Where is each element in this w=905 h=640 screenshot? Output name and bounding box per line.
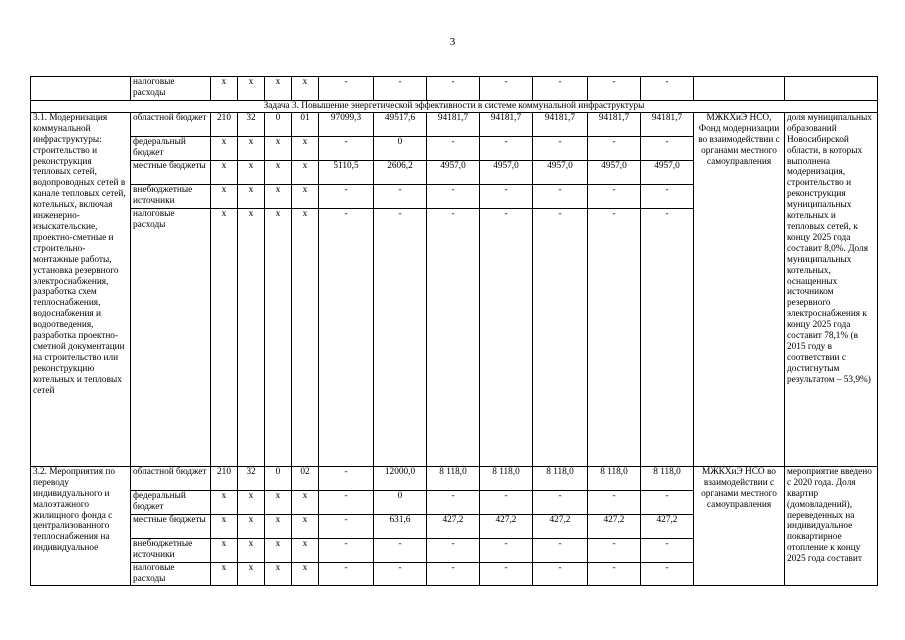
code-cell: 32 xyxy=(238,112,265,136)
value-cell: 4957,0 xyxy=(427,160,480,184)
value-cell: 94181,7 xyxy=(588,112,641,136)
source-cell: местные бюджеты xyxy=(131,160,211,184)
value-cell: - xyxy=(533,136,588,160)
code-cell: x xyxy=(238,490,265,514)
task-heading: Задача 3. Повышение энергетической эффективности в системе коммунальной инфраструктуры xyxy=(31,101,878,113)
value-cell: 94181,7 xyxy=(533,112,588,136)
value-cell: 94181,7 xyxy=(480,112,533,136)
value-cell: - xyxy=(641,77,694,101)
value-cell: - xyxy=(319,77,374,101)
source-cell: областной бюджет xyxy=(131,466,211,490)
source-cell: областной бюджет xyxy=(131,112,211,136)
value-cell: - xyxy=(480,538,533,562)
value-cell: - xyxy=(588,184,641,208)
value-cell: - xyxy=(533,208,588,466)
code-cell: x xyxy=(211,208,238,466)
value-cell: - xyxy=(374,562,427,585)
value-cell: - xyxy=(480,77,533,101)
code-cell: x xyxy=(238,184,265,208)
value-cell: 97099,3 xyxy=(319,112,374,136)
value-cell: - xyxy=(427,208,480,466)
value-cell: 12000,0 xyxy=(374,466,427,490)
value-cell: 0 xyxy=(374,490,427,514)
value-cell: - xyxy=(533,77,588,101)
measure-name: 3.1. Модернизация коммунальной инфраструктуры: строительство и реконструкция тепловых сетей, водопроводных сетей в канале тепловых сетей, котельных, включая инженерно-изыскательские, проектно-сметные и строительно-монтажные работы, установка резервного электроснабжения, разработка схем теплоснабжения, водоснабжения и водоотведения, разработка проектно-сметной документации на строительство или реконструкцию котельных и тепловых сетей xyxy=(31,112,131,466)
value-cell: 427,2 xyxy=(588,514,641,538)
code-cell: x xyxy=(265,160,292,184)
code-cell: x xyxy=(238,538,265,562)
value-cell: - xyxy=(588,77,641,101)
value-cell: 427,2 xyxy=(641,514,694,538)
value-cell: - xyxy=(641,136,694,160)
value-cell: - xyxy=(588,562,641,585)
value-cell: - xyxy=(480,184,533,208)
code-cell: x xyxy=(265,490,292,514)
value-cell: - xyxy=(319,490,374,514)
value-cell: 4957,0 xyxy=(641,160,694,184)
value-cell: 8 118,0 xyxy=(588,466,641,490)
code-cell: 0 xyxy=(265,466,292,490)
code-cell: x xyxy=(211,184,238,208)
value-cell: - xyxy=(374,538,427,562)
value-cell: 2606,2 xyxy=(374,160,427,184)
value-cell: - xyxy=(641,490,694,514)
code-cell: x xyxy=(238,77,265,101)
value-cell: - xyxy=(641,208,694,466)
source-cell: налоговые расходы xyxy=(131,77,211,101)
code-cell: 02 xyxy=(292,466,319,490)
value-cell: 8 118,0 xyxy=(533,466,588,490)
empty-cell xyxy=(31,77,131,101)
code-cell: x xyxy=(211,136,238,160)
program-table xyxy=(30,76,878,586)
value-cell: - xyxy=(427,490,480,514)
value-cell: - xyxy=(427,136,480,160)
value-cell: - xyxy=(533,538,588,562)
value-cell: - xyxy=(319,136,374,160)
page-number: 3 xyxy=(449,36,456,48)
code-cell: x xyxy=(265,514,292,538)
source-cell: федеральный бюджет xyxy=(131,136,211,160)
value-cell: - xyxy=(588,208,641,466)
value-cell: 4957,0 xyxy=(533,160,588,184)
value-cell: 0 xyxy=(374,136,427,160)
value-cell: 5110,5 xyxy=(319,160,374,184)
value-cell: 94181,7 xyxy=(427,112,480,136)
code-cell: x xyxy=(292,77,319,101)
value-cell: - xyxy=(533,562,588,585)
source-cell: федеральный бюджет xyxy=(131,490,211,514)
value-cell: 94181,7 xyxy=(641,112,694,136)
code-cell: x xyxy=(265,184,292,208)
code-cell: x xyxy=(211,538,238,562)
value-cell: - xyxy=(533,184,588,208)
code-cell: x xyxy=(292,136,319,160)
value-cell: - xyxy=(427,77,480,101)
value-cell: - xyxy=(533,490,588,514)
code-cell: x xyxy=(292,490,319,514)
code-cell: 210 xyxy=(211,466,238,490)
source-cell: налоговые расходы xyxy=(131,208,211,466)
code-cell: 01 xyxy=(292,112,319,136)
table-row xyxy=(31,77,878,101)
value-cell: 427,2 xyxy=(427,514,480,538)
code-cell: 210 xyxy=(211,112,238,136)
value-cell: 4957,0 xyxy=(588,160,641,184)
code-cell: x xyxy=(292,160,319,184)
value-cell: - xyxy=(588,490,641,514)
value-cell: - xyxy=(641,538,694,562)
source-cell: местные бюджеты xyxy=(131,514,211,538)
empty-cell xyxy=(785,77,878,101)
executor-cell: МЖКХиЭ НСО во взаимодействии с органами местного самоуправления xyxy=(694,466,785,585)
value-cell: - xyxy=(319,514,374,538)
value-cell: - xyxy=(319,562,374,585)
code-cell: x xyxy=(265,136,292,160)
value-cell: - xyxy=(374,208,427,466)
code-cell: x xyxy=(292,208,319,466)
value-cell: 8 118,0 xyxy=(480,466,533,490)
code-cell: x xyxy=(292,538,319,562)
value-cell: - xyxy=(319,184,374,208)
value-cell: 631,6 xyxy=(374,514,427,538)
value-cell: 8 118,0 xyxy=(427,466,480,490)
result-cell: мероприятие введено с 2020 года. Доля квартир (домовладений), переведенных на индивидуальное поквартирное отопление к концу 2025 года составит xyxy=(785,466,878,585)
value-cell: 427,2 xyxy=(480,514,533,538)
value-cell: - xyxy=(319,466,374,490)
code-cell: x xyxy=(211,77,238,101)
value-cell: - xyxy=(641,562,694,585)
code-cell: x xyxy=(238,562,265,585)
task-header-row xyxy=(31,101,878,113)
source-cell: внебюджетные источники xyxy=(131,538,211,562)
value-cell: - xyxy=(480,136,533,160)
value-cell: - xyxy=(319,538,374,562)
measure-name: 3.2. Мероприятия по переводу индивидуального и малоэтажного жилищного фонда с централизованного теплоснабжения на индивидуальное xyxy=(31,466,131,585)
code-cell: x xyxy=(211,514,238,538)
value-cell: 49517,6 xyxy=(374,112,427,136)
code-cell: x xyxy=(265,77,292,101)
value-cell: 8 118,0 xyxy=(641,466,694,490)
value-cell: - xyxy=(588,136,641,160)
code-cell: 32 xyxy=(238,466,265,490)
value-cell: - xyxy=(427,538,480,562)
value-cell: - xyxy=(480,562,533,585)
code-cell: x xyxy=(238,160,265,184)
value-cell: - xyxy=(374,77,427,101)
code-cell: x xyxy=(238,208,265,466)
value-cell: - xyxy=(588,538,641,562)
code-cell: x xyxy=(211,562,238,585)
code-cell: x xyxy=(265,562,292,585)
code-cell: x xyxy=(238,514,265,538)
code-cell: x xyxy=(292,562,319,585)
code-cell: 0 xyxy=(265,112,292,136)
code-cell: x xyxy=(292,184,319,208)
code-cell: x xyxy=(211,160,238,184)
code-cell: x xyxy=(265,208,292,466)
value-cell: - xyxy=(319,208,374,466)
executor-cell: МЖКХиЭ НСО, Фонд модернизации во взаимодействии с органами местного самоуправления xyxy=(694,112,785,466)
value-cell: - xyxy=(374,184,427,208)
value-cell: - xyxy=(480,490,533,514)
value-cell: 427,2 xyxy=(533,514,588,538)
table-row xyxy=(31,466,878,490)
source-cell: внебюджетные источники xyxy=(131,184,211,208)
code-cell: x xyxy=(265,538,292,562)
empty-cell xyxy=(694,77,785,101)
result-cell: доля муниципальных образований Новосибирской области, в которых выполнена модернизация, строительство и реконструкция муниципальных котельных и тепловых сетей, к концу 2025 года составит 8,0%. Доля муниципальных котельных, оснащенных источником резервного электроснабжения к концу 2025 года составит 78,1% (в 2015 году в соответствии с достигнутым результатом – 53,9%) xyxy=(785,112,878,466)
value-cell: - xyxy=(480,208,533,466)
source-cell: налоговые расходы xyxy=(131,562,211,585)
value-cell: 4957,0 xyxy=(480,160,533,184)
code-cell: x xyxy=(292,514,319,538)
table-row xyxy=(31,112,878,136)
value-cell: - xyxy=(641,184,694,208)
value-cell: - xyxy=(427,184,480,208)
code-cell: x xyxy=(238,136,265,160)
value-cell: - xyxy=(427,562,480,585)
code-cell: x xyxy=(211,490,238,514)
